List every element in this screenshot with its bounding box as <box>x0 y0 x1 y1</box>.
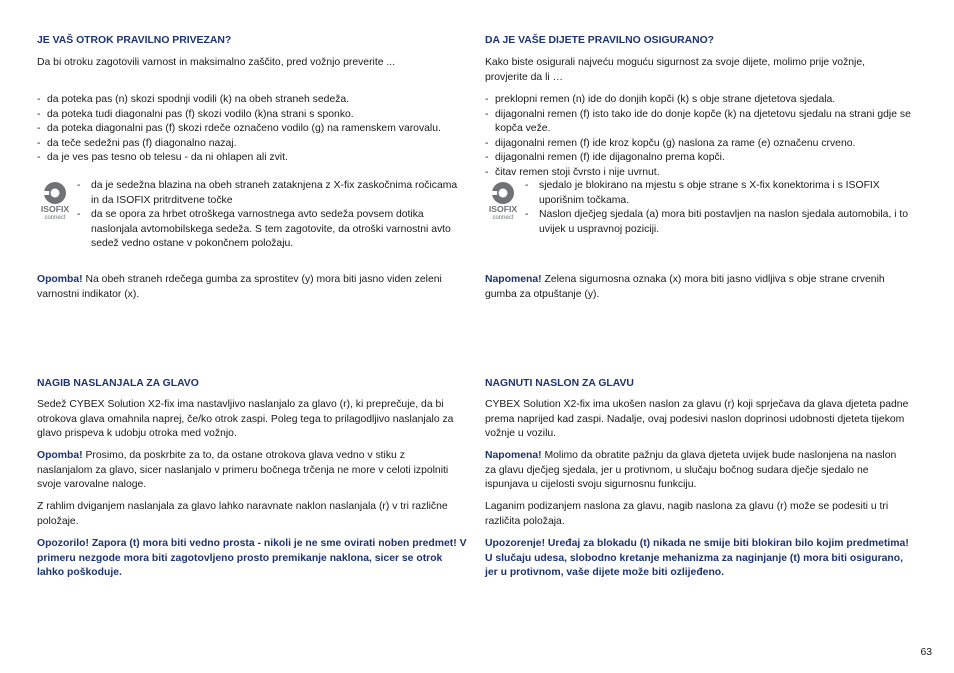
isofix-connect-logo-icon <box>485 181 521 221</box>
list-item: - da je sedežna blazina na obeh straneh zataknjena z X-fix zaskočnima ročicama in da ISOFIX pritrditvene točke <box>77 179 465 208</box>
note-text: Na obeh straneh rdečega gumba za sprostitev (y) mora biti jasno viden zeleni varnostni indikator (x). <box>37 274 442 300</box>
list-item: - da poteka tudi diagonalni pas (f) skozi vodilo (k)na strani s sponko. <box>37 108 467 123</box>
right-checklist <box>485 93 915 181</box>
logo-text: ISOFIX <box>488 204 518 214</box>
note-label: Opomba! <box>37 450 83 461</box>
list-item: - da se opora za hrbet otroškega varnostnega avto sedeža povsem dotika naslonjala avtomobilskega sedeža. S tem zagotovite, da otroški varnostni avto sedež vedno ostane v pokončnem položaju. <box>77 208 465 252</box>
left-headrest-paragraph: Sedež CYBEX Solution X2-fix ima nastavljivo naslanjalo za glavo (r), ki preprečuje, da bi otrokova glava omahnila naprej, če/ko otrok zaspi. Poleg tega to prilagodljivo naslanjalo za glavo prispeva k udobju otroka med vožnjo. <box>37 399 454 440</box>
right-heading-headrest: NAGNUTI NASLON ZA GLAVU <box>485 378 634 389</box>
right-headrest-paragraph: CYBEX Solution X2-fix ima ukošen naslon za glavu (r) koji sprječava da glava djeteta padne prema naprijed kad zaspi. Nadalje, ovaj podesivi naslon doprinosi udobnosti djeteta tijekom vožnje u vozilu. <box>485 399 909 440</box>
list-item: - da teče sedežni pas (f) diagonalno nazaj. <box>37 137 467 152</box>
list-item: - sjedalo je blokirano na mjestu s obje strane s X-fix konektorima i s ISOFIX uporišnim točkama. <box>525 179 913 208</box>
logo-text: ISOFIX <box>40 204 70 214</box>
left-heading-headrest: NAGIB NASLANJALA ZA GLAVO <box>37 378 199 389</box>
logo-subtext: connect <box>44 215 66 221</box>
left-intro: Da bi otroku zagotovili varnost in maksimalno zaščito, pred vožnjo preverite ... <box>37 57 396 68</box>
right-note <box>485 273 900 302</box>
list-item: - da poteka pas (n) skozi spodnji vodili (k) na obeh straneh sedeža. <box>37 93 467 108</box>
left-note <box>37 273 462 302</box>
right-headrest-note <box>485 449 910 493</box>
list-item: - čitav remen stoji čvrsto i nije uvrnut. <box>485 166 915 181</box>
note-text: Molimo da obratite pažnju da glava djeteta uvijek bude naslonjena na naslon za glavu dječjeg sjedala, jer u protivnom, u slučaju bočnog sudara dječje sjedalo ne ispunjava u cijelosti svoju sigurnosnu funkciju. <box>485 450 897 491</box>
note-label: Napomena! <box>485 450 542 461</box>
left-headrest-adjust: Z rahlim dviganjem naslanjala za glavo lahko naravnate naklon naslanjala (r) v tri različne položaje. <box>37 501 448 527</box>
list-item: - Naslon dječjeg sjedala (a) mora biti postavljen na naslon sjedala automobila, i to uvijek u uspravnoj poziciji. <box>525 208 913 237</box>
isofix-connect-logo-icon <box>37 181 73 221</box>
list-item: - dijagonalni remen (f) isto tako ide do donje kopče (k) na djetetovu sjedalu na strani gdje se kopča veže. <box>485 108 915 137</box>
right-warning: Upozorenje! Uređaj za blokadu (t) nikada ne smije biti blokiran bilo kojim predmetima! U slučaju udesa, slobodno kretanje mehanizma za naginjanje (t) mora biti osigurano, jer u protivnom, vaše dijete može biti ozlijeđeno. <box>485 538 909 579</box>
left-isofix-list <box>77 179 465 252</box>
left-heading-belt-check: JE VAŠ OTROK PRAVILNO PRIVEZAN? <box>37 35 232 46</box>
list-item: - preklopni remen (n) ide do donjih kopči (k) s obje strane djetetova sjedala. <box>485 93 915 108</box>
list-item: - da poteka diagonalni pas (f) skozi rdeče označeno vodilo (g) na ramenskem varovalu. <box>37 122 467 137</box>
right-isofix-block <box>485 179 915 239</box>
right-isofix-list <box>525 179 913 237</box>
left-isofix-block <box>37 179 467 254</box>
right-intro: Kako biste osigurali najveću moguću sigurnost za svoje dijete, molimo prije vožnje, provjerite da li … <box>485 57 866 83</box>
logo-subtext: connect <box>492 215 514 221</box>
left-headrest-note <box>37 449 462 493</box>
left-checklist <box>37 93 467 166</box>
list-item: - dijagonalni remen (f) ide dijagonalno prema kopči. <box>485 151 915 166</box>
right-headrest-adjust: Laganim podizanjem naslona za glavu, nagib naslona za glavu (r) može se podesiti u tri različita položaja. <box>485 501 889 527</box>
left-warning: Opozorilo! Zaporа (t) mora biti vedno prosta - nikoli je ne sme ovirati noben predmet! V primeru nezgode mora biti zagotovljeno prosto premikanje naklona, sicer se otrok lahko poškoduje. <box>37 538 467 579</box>
note-label: Napomena! <box>485 274 542 285</box>
list-item: - dijagonalni remen (f) ide kroz kopču (g) naslona za rame (e) označenu crveno. <box>485 137 915 152</box>
note-text: Prosimo, da poskrbite za to, da ostane otrokova glava vedno v stiku z naslanjalom za glavo, sicer naslanjalo v primeru bočnega trčenja ne more v celoti izpolniti svoje varovalne naloge. <box>37 450 449 491</box>
note-text: Zelena sigurnosna oznaka (x) mora biti jasno vidljiva s obje strane crvenih gumba za otpuštanje (y). <box>485 274 885 300</box>
page-number: 63 <box>920 647 932 658</box>
list-item: - da je ves pas tesno ob telesu - da ni ohlapen ali zvit. <box>37 151 467 166</box>
note-label: Opomba! <box>37 274 83 285</box>
right-heading-belt-check: DA JE VAŠE DIJETE PRAVILNO OSIGURANO? <box>485 35 715 46</box>
